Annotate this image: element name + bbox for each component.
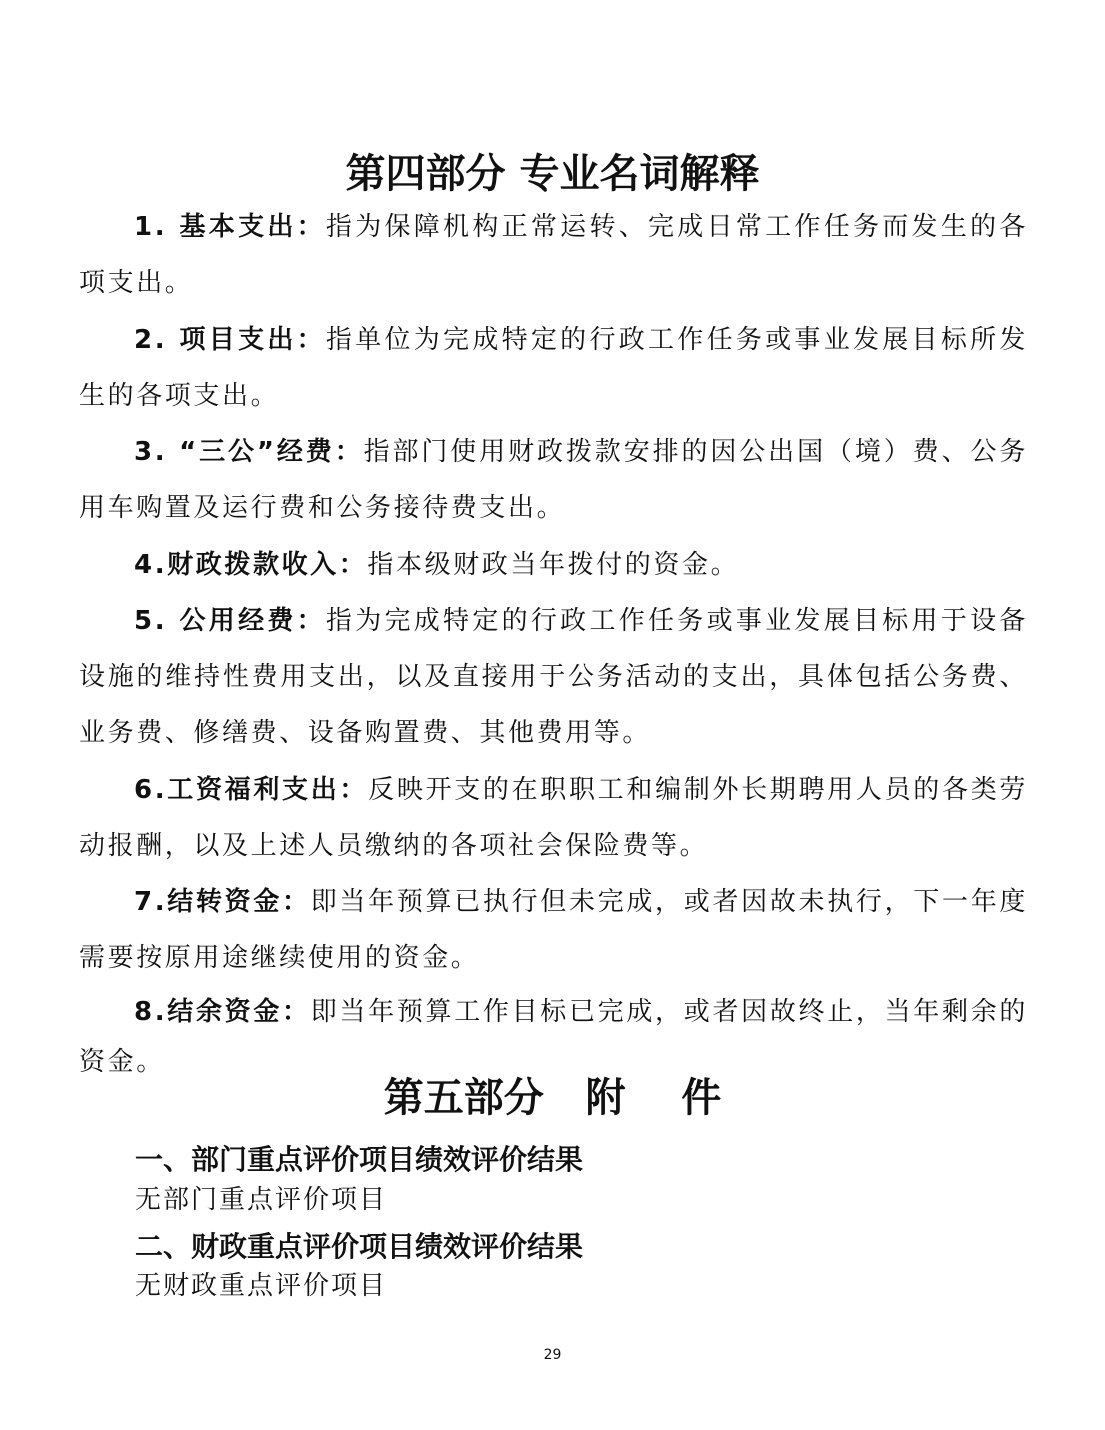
- section-text: 无财政重点评价项目: [135, 1271, 388, 1301]
- definition-paragraph: [79, 199, 1028, 311]
- section-heading: 一、部门重点评价项目绩效评价结果: [135, 1143, 584, 1176]
- definition-text: 指单位为完成特定的行政工作任务或事业发展目标所发生的各项支出。: [79, 325, 1028, 411]
- definition-term: 3. “三公”经费：: [134, 437, 364, 467]
- part4-title: 第四部分 专业名词解释: [345, 151, 760, 197]
- definition-text: 指为完成特定的行政工作任务或事业发展目标用于设备设施的维持性费用支出，以及直接用于公务活动的支出，具体包括公务费、业务费、修缮费、设备购置费、其他费用等。: [79, 606, 1028, 748]
- definition-text: 指部门使用财政拨款安排的因公出国（境）费、公务用车购置及运行费和公务接待费支出。: [79, 437, 1028, 523]
- definition-text: 指本级财政当年拨付的资金。: [367, 550, 740, 580]
- definition-paragraph: [79, 312, 1028, 424]
- definition-text: 即当年预算已执行但未完成，或者因故未执行，下一年度需要按原用途继续使用的资金。: [79, 887, 1028, 973]
- definition-term: 4.财政拨款收入：: [134, 550, 368, 580]
- section-text: 无部门重点评价项目: [135, 1185, 388, 1215]
- part5-title: 第五部分 附 件: [383, 1075, 722, 1121]
- section-heading: 二、财政重点评价项目绩效评价结果: [135, 1230, 584, 1263]
- definition-text: 即当年预算工作目标已完成，或者因故终止，当年剩余的资金。: [79, 997, 1028, 1077]
- definition-text: 反映开支的在职职工和编制外长期聘用人员的各类劳动报酬，以及上述人员缴纳的各项社会保险费等。: [79, 775, 1028, 861]
- definition-term: 2. 项目支出：: [134, 325, 326, 355]
- definition-term: 7.结转资金：: [134, 887, 311, 917]
- page-number: 29: [543, 1347, 562, 1363]
- definition-term: 1. 基本支出：: [134, 212, 326, 242]
- definition-paragraph: [79, 424, 1028, 536]
- definition-paragraph: [79, 762, 1028, 874]
- definition-term: 5. 公用经费：: [134, 606, 326, 636]
- definition-paragraph: [79, 874, 1028, 986]
- definition-term: 6.工资福利支出：: [134, 775, 369, 805]
- definition-paragraph: [79, 537, 1028, 593]
- definition-text: 指为保障机构正常运转、完成日常工作任务而发生的各项支出。: [79, 212, 1028, 298]
- definition-term: 8.结余资金：: [134, 997, 311, 1027]
- definition-paragraph: [79, 593, 1028, 761]
